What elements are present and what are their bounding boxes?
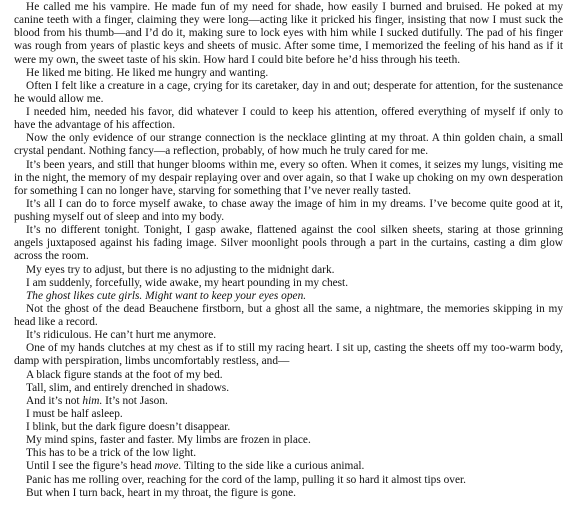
paragraph xyxy=(14,277,563,290)
paragraph xyxy=(14,434,563,447)
text-fragment: Tall, slim, and entirely drenched in shadows. xyxy=(26,381,230,394)
text-fragment-italic: him. xyxy=(82,394,103,407)
paragraph xyxy=(14,106,563,132)
paragraph xyxy=(14,460,563,473)
paragraph xyxy=(14,342,563,368)
text-fragment-italic: move. xyxy=(154,460,182,473)
paragraph xyxy=(14,474,563,487)
paragraph xyxy=(14,329,563,342)
paragraph xyxy=(14,290,563,303)
text-fragment: It’s all I can do to force myself awake, to chase away the image of him in my dreams. I’ve become quite good at it, pushing myself out of sleep and into my body. xyxy=(14,197,563,223)
text-fragment: It’s not Jason. xyxy=(102,394,168,407)
text-fragment: I must be half asleep. xyxy=(26,407,123,420)
text-fragment: My mind spins, faster and faster. My limbs are frozen in place. xyxy=(26,434,311,447)
paragraph xyxy=(14,382,563,395)
text-fragment: He called me his vampire. He made fun of my need for shade, how easily I burned and bruised. He poked at my canine teeth with a finger, claiming they were long—acting like it pricked his finger, insisting that now I must suck the blood from his thumb—and I’d do it, making sure to lock eyes with him while I sucked dutifully. The pad of his finger was rough from years of plastic keys and sheets of music. After some time, I memorized the feeling of his hand as if it were my own, the sweet taste of his skin. How hard I could bite before he’d hiss through his teeth. xyxy=(14,1,563,66)
page-text xyxy=(14,1,563,500)
text-fragment-italic: The ghost likes cute girls. Might want to keep your eyes open. xyxy=(26,289,307,302)
text-fragment: Not the ghost of the dead Beauchene firstborn, but a ghost all the same, a nightmare, the memories skipping in my head like a record. xyxy=(14,302,563,328)
text-fragment: He liked me biting. He liked me hungry and wanting. xyxy=(26,66,269,79)
paragraph xyxy=(14,408,563,421)
text-fragment: I blink, but the dark figure doesn’t disappear. xyxy=(26,421,231,433)
paragraph xyxy=(14,159,563,198)
text-fragment: And it’s not xyxy=(26,394,83,407)
text-fragment: Until I see the figure’s head xyxy=(26,460,155,473)
paragraph xyxy=(14,303,563,329)
paragraph xyxy=(14,67,563,80)
text-fragment: A black figure stands at the foot of my bed. xyxy=(26,368,223,381)
text-fragment: My eyes try to adjust, but there is no adjusting to the midnight dark. xyxy=(26,263,335,276)
paragraph xyxy=(14,198,563,224)
text-fragment: Panic has me rolling over, reaching for the cord of the lamp, pulling it so hard it almost tips over. xyxy=(26,473,466,486)
text-fragment: It’s no different tonight. Tonight, I gasp awake, flattened against the cool silken sheets, staring at those grinning angels juxtaposed against his fading image. Silver moonlight pools through a part in the curtains, casting a dim glow across the room. xyxy=(14,224,563,263)
text-fragment: One of my hands clutches at my chest as if to still my racing heart. I sit up, casting the sheets off my too-warm body, damp with perspiration, limbs uncomfortably restless, and— xyxy=(14,342,563,368)
text-fragment: It’s been years, and still that hunger blooms within me, every so often. When it comes, it seizes my lungs, visiting me in the night, the memory of my despair replaying over and over again, so that I wake up choking on my own desperation for something I can no longer have, starving for something that I’ve never really tasted. xyxy=(14,158,563,197)
paragraph xyxy=(14,80,563,106)
paragraph xyxy=(14,1,563,67)
paragraph xyxy=(14,395,563,408)
text-fragment: I am suddenly, forcefully, wide awake, my heart pounding in my chest. xyxy=(26,276,349,289)
text-fragment: Tilting to the side like a curious animal. xyxy=(181,460,365,473)
text-fragment: Often I felt like a creature in a cage, crying for its caretaker, day in and out; desperate for attention, for the sustenance he would allow me. xyxy=(14,79,563,105)
text-fragment: It’s ridiculous. He can’t hurt me anymore. xyxy=(26,329,217,342)
text-fragment: This has to be a trick of the low light. xyxy=(26,447,197,460)
paragraph xyxy=(14,132,563,158)
text-fragment: Now the only evidence of our strange connection is the necklace glinting at my throat. A thin golden chain, a small crystal pendant. Nothing fancy—a reflection, probably, of how much he truly cared for me. xyxy=(14,132,563,158)
text-fragment: I needed him, needed his favor, did whatever I could to keep his attention, offered everything of myself if only to have the advantage of his affection. xyxy=(14,106,563,132)
text-fragment: But when I turn back, heart in my throat, the figure is gone. xyxy=(26,486,296,499)
paragraph xyxy=(14,224,563,263)
paragraph xyxy=(14,487,563,500)
paragraph xyxy=(14,421,563,434)
paragraph xyxy=(14,447,563,460)
paragraph xyxy=(14,264,563,277)
paragraph xyxy=(14,369,563,382)
